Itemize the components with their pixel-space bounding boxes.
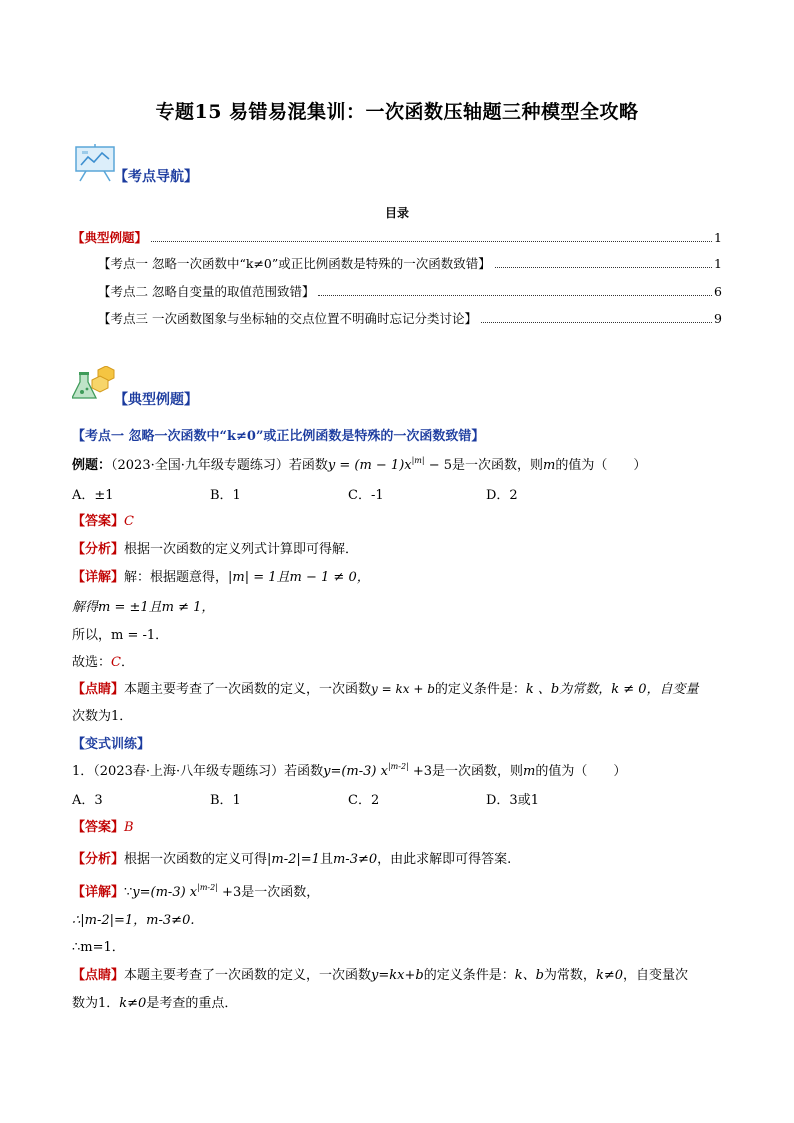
example-comment-2: 次数为1． <box>72 709 133 724</box>
toc-item[interactable] <box>98 309 722 327</box>
comment-label: 【点睛】 <box>72 682 125 697</box>
answer-value: B <box>124 820 134 835</box>
toc-item[interactable] <box>72 228 722 246</box>
answer-label: 【答案】 <box>72 514 125 529</box>
example-var: m <box>543 458 556 473</box>
variant-option-c: C．2 <box>348 793 380 808</box>
toc-leader <box>481 322 712 323</box>
toc-item[interactable] <box>98 254 722 272</box>
variant-detail-1 <box>72 881 319 900</box>
analysis-text: 根据一次函数的定义列式计算即可得解． <box>124 542 359 557</box>
comment-formula: k、b <box>514 968 544 983</box>
option-b: B．1 <box>210 488 241 503</box>
variant-analysis <box>72 848 511 867</box>
comment-formula: y = kx + b <box>371 682 435 696</box>
point1-heading: 【考点一 忽略一次函数中“k≠0”或正比例函数是特殊的一次函数致错】 <box>72 429 485 444</box>
variant-formula-tail: +3是一次函数，则 <box>408 764 524 779</box>
example-detail-1 <box>72 566 370 585</box>
detail-choose-answer: C <box>111 655 121 670</box>
detail-choose: 故选： <box>72 655 112 670</box>
detail-label: 【详解】 <box>72 570 125 585</box>
variant-detail-2: ∴|m-2|=1，m-3≠0. <box>72 913 195 928</box>
answer-value: C <box>124 514 134 529</box>
toc-title: 目录 <box>384 206 409 220</box>
example-detail-3: 所以，m = -1． <box>72 628 169 643</box>
variant-detail-3: ∴m=1． <box>72 940 125 955</box>
example-analysis <box>72 538 358 557</box>
comment-formula: k≠0 <box>595 968 623 983</box>
example-formula: y = (m − 1)x <box>327 458 412 473</box>
comment-text: 本题主要考查了一次函数的定义，一次函数 <box>124 682 372 697</box>
example-comment-1 <box>72 678 699 697</box>
comment-text: 的定义条件是： <box>434 682 526 697</box>
example-source: （2023·全国·九年级专题练习）若函数 <box>111 458 328 473</box>
variant-source: 1．（2023春·上海·八年级专题练习）若函数 <box>72 764 324 779</box>
detail-formula: y=(m-3) x <box>132 885 198 900</box>
detail-exponent: |m-2| <box>197 883 218 892</box>
comment-text: 是考查的重点． <box>146 996 238 1011</box>
comment-text: 为常数， <box>543 968 596 983</box>
comment-text: 本题主要考查了一次函数的定义，一次函数 <box>124 968 372 983</box>
detail-text: +3是一次函数， <box>217 885 320 900</box>
example-question-end: 的值为（ ） <box>555 458 647 473</box>
comment-text: ，自变量次 <box>622 968 688 983</box>
page-title: 专题15 易错易混集训：一次函数压轴题三种模型全攻略 <box>155 101 639 123</box>
comment-text: 的定义条件是： <box>423 968 515 983</box>
variant-exponent: |m-2| <box>387 762 409 771</box>
variant-formula: y=(m-3) x <box>323 764 388 779</box>
toc-leader <box>495 267 712 268</box>
variant-question-end: 的值为（ ） <box>535 764 627 779</box>
easel-icon <box>72 143 120 183</box>
example-prefix: 例题： <box>72 458 112 473</box>
toc-leader <box>318 295 712 296</box>
variant-option-a: A．3 <box>72 793 103 808</box>
example-exponent: |m| <box>411 456 425 465</box>
toc-item-page: 9 <box>714 311 722 326</box>
flask-icon <box>72 366 118 402</box>
detail-label: 【详解】 <box>72 885 125 900</box>
toc-item[interactable] <box>98 282 722 300</box>
analysis-formula: m-3≠0 <box>332 852 378 867</box>
comment-formula: y=kx+b <box>371 968 424 983</box>
variant-heading: 【变式训练】 <box>72 737 151 752</box>
toc-item-label: 【考点三 一次函数图象与坐标轴的交点位置不明确时忘记分类讨论】 <box>98 311 477 326</box>
analysis-label: 【分析】 <box>72 852 125 867</box>
detail-formula: |m| = 1且m − 1 ≠ 0， <box>228 570 370 585</box>
example-question-tail: 是一次函数，则 <box>452 458 544 473</box>
detail-text: 解：根据题意得， <box>124 570 229 585</box>
variant-var: m <box>523 764 536 779</box>
examples-heading: 【典型例题】 <box>114 392 198 408</box>
comment-text: k 、b为常数，k ≠ 0，自变量 <box>525 682 699 697</box>
analysis-text: 且 <box>319 852 333 867</box>
example-question <box>72 454 646 473</box>
toc-item-page: 1 <box>714 230 722 245</box>
detail-because: ∵ <box>124 885 133 900</box>
variant-option-b: B．1 <box>210 793 241 808</box>
comment-label: 【点睛】 <box>72 968 125 983</box>
answer-label: 【答案】 <box>72 820 125 835</box>
example-formula-tail: − 5 <box>424 458 453 473</box>
variant-option-d: D．3或1 <box>486 793 539 808</box>
variant-answer <box>72 816 134 835</box>
analysis-text: 根据一次函数的定义可得 <box>124 852 268 867</box>
example-answer <box>72 510 134 529</box>
analysis-formula: |m-2|=1 <box>267 852 320 867</box>
comment-text: 数为1． <box>72 996 120 1011</box>
example-detail-4 <box>72 651 134 670</box>
analysis-text: ，由此求解即可得答案. <box>377 852 512 867</box>
option-c: C．-1 <box>348 488 384 503</box>
variant-comment-2 <box>72 992 237 1011</box>
variant-comment-1 <box>72 964 688 983</box>
analysis-label: 【分析】 <box>72 542 125 557</box>
comment-formula: k≠0 <box>119 996 147 1011</box>
nav-heading: 【考点导航】 <box>114 169 198 185</box>
toc-item-label: 【考点二 忽略自变量的取值范围致错】 <box>98 284 315 299</box>
detail-choose-end: ． <box>120 655 134 670</box>
option-a: A．±1 <box>72 488 114 503</box>
toc-leader <box>151 241 712 242</box>
option-d: D．2 <box>486 488 518 503</box>
example-detail-2: 解得m = ±1且m ≠ 1， <box>72 600 215 615</box>
toc-item-label: 【考点一 忽略一次函数中“k≠0”或正比例函数是特殊的一次函数致错】 <box>98 256 491 271</box>
toc-item-page: 6 <box>714 284 722 299</box>
toc-item-page: 1 <box>714 256 722 271</box>
variant-question <box>72 760 626 779</box>
toc-item-label: 【典型例题】 <box>72 230 148 245</box>
